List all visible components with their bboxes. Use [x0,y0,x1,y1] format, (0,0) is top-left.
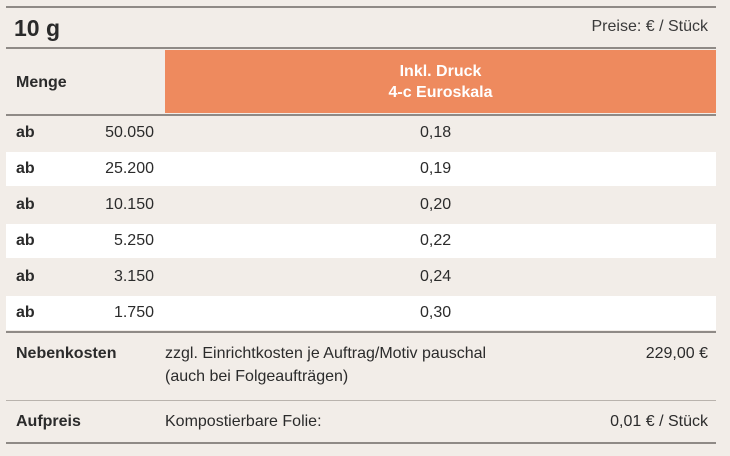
table-row [6,188,716,222]
product-weight: 10 g [14,15,61,41]
row-prefix: ab [16,124,35,141]
row-price: 0,18 [420,124,452,141]
nebenkosten-line2: (auch bei Folgeaufträgen) [165,368,349,385]
row-price: 0,30 [420,304,452,321]
price-unit-note: Preise: € / Stück [591,18,708,35]
row-quantity: 1.750 [113,304,154,321]
row-price: 0,20 [420,196,452,213]
row-quantity: 10.150 [105,196,154,213]
row-prefix: ab [16,196,35,213]
aufpreis-text: Kompostierbare Folie: [165,413,322,430]
bottom-rule [6,442,716,444]
print-column-header [165,50,716,113]
row-price: 0,19 [420,160,452,177]
table-row [6,152,716,186]
header-rule [6,47,716,49]
extras-divider [6,400,716,401]
row-quantity: 50.050 [105,124,154,141]
quantity-column-header: Menge [16,74,67,91]
aufpreis-price: 0,01 € / Stück [610,413,708,430]
row-prefix: ab [16,232,35,249]
row-prefix: ab [16,304,35,321]
row-quantity: 3.150 [113,268,154,285]
nebenkosten-price: 229,00 € [645,345,708,362]
row-prefix: ab [16,268,35,285]
nebenkosten-line1: zzgl. Einrichtkosten je Auftrag/Motiv pauschal [165,345,487,362]
print-header-line2: 4-c Euroskala [388,83,493,101]
print-header-line1: Inkl. Druck [399,62,482,80]
table-bottom-rule [6,331,716,333]
table-row [6,224,716,258]
table-row [6,116,716,150]
table-row [6,260,716,294]
row-price: 0,24 [420,268,452,285]
row-prefix: ab [16,160,35,177]
row-quantity: 25.200 [105,160,154,177]
top-rule [6,6,716,8]
row-price: 0,22 [420,232,452,249]
nebenkosten-label: Nebenkosten [16,345,117,362]
row-quantity: 5.250 [113,232,154,249]
aufpreis-label: Aufpreis [16,413,81,430]
table-row [6,296,716,330]
